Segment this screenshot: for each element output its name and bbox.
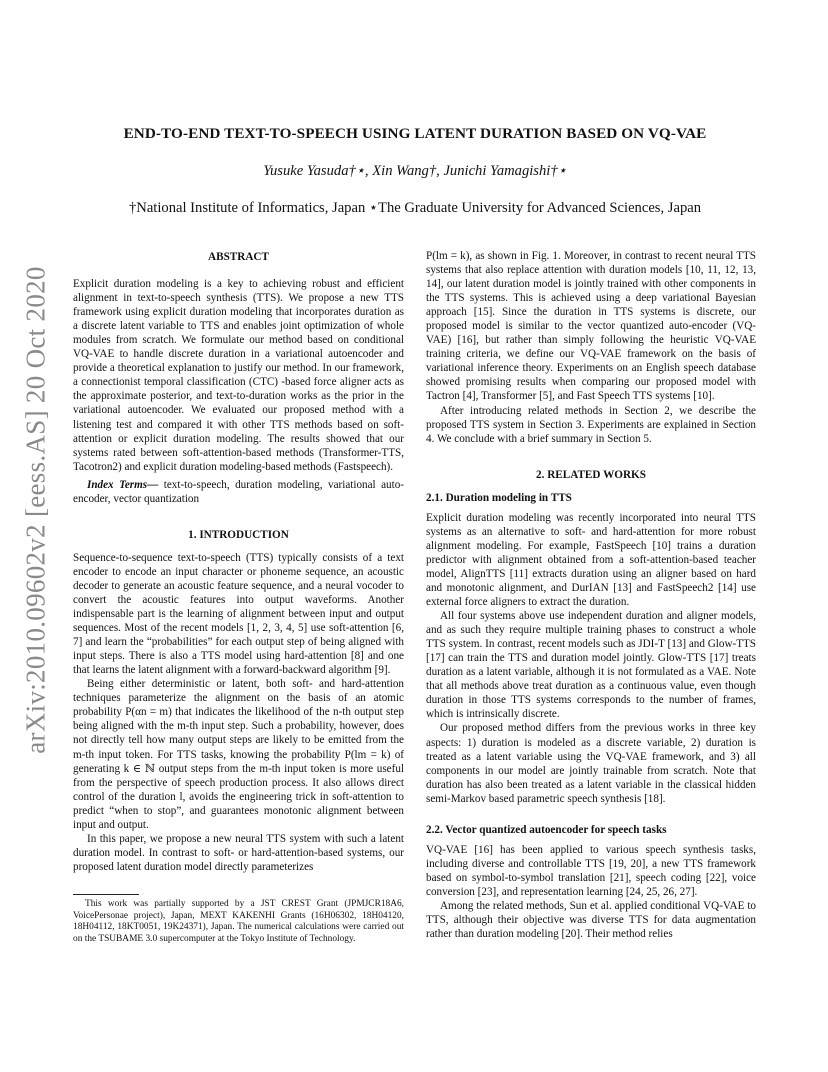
index-terms-label: Index Terms— xyxy=(87,478,159,491)
right-paragraph-1: P(lm = k), as shown in Fig. 1. Moreover, in contrast to recent neural TTS systems that also replace attention with duration models [10, 11, 12, 13, 14], our latent duration model is jointly trained with other components in the TTS systems. This is achieved using a deep variational Bayesian approach [15]. Since the duration in TTS systems is discrete, our proposed model is similar to the vector quantized auto-encoder (VQ-VAE) [16], but rather than simply following the heuristic VQ-VAE training criteria, we define our VQ-VAE framework on the basis of variational inference theory. Experiments on an English speech database showed promising results when comparing our proposed model with Tactron [4], Transformer [5], and Fast Speech TTS systems [10]. xyxy=(426,250,756,403)
abstract-heading: ABSTRACT xyxy=(208,251,269,263)
paper-authors: Yusuke Yasuda†⋆, Xin Wang†, Junichi Yamagishi†⋆ xyxy=(263,163,567,179)
subsection-2-2-heading: 2.2. Vector quantized autoencoder for speech tasks xyxy=(426,823,667,836)
paper-affiliations: †National Institute of Informatics, Japan ⋆The Graduate University for Advanced Sciences, Japan xyxy=(128,200,702,216)
right-paragraph-2: After introducing related methods in Section 2, we describe the proposed TTS system in Section 3. Experiments are explained in Section 4. We conclude with a brief summary in Section 5. xyxy=(426,404,756,445)
right-column xyxy=(426,249,756,941)
intro-paragraph-1: Sequence-to-sequence text-to-speech (TTS) typically consists of a text encoder to encode an input character or phoneme sequence, an acoustic decoder to generate an acoustic feature sequence, and a neural vocoder to convert the acoustic features into output waveforms. Another indispensable part is the learning of alignment between input and output sequences. Most of the recent models [1, 2, 3, 4, 5] use soft-attention [6, 7] and learn the “probabilities” for each output step of being aligned with input steps. There is also a TTS model using hard-attention [8] and one that learns the latent alignment with a forward-backward algorithm [9]. xyxy=(73,551,404,677)
related-paragraph-5: Among the related methods, Sun et al. applied conditional VQ-VAE to TTS, although their objective was diverse TTS for data augmentation rather than duration modeling [20]. Their method relies xyxy=(426,899,756,941)
subsection-2-1-heading: 2.1. Duration modeling in TTS xyxy=(426,491,572,504)
paper-title: END-TO-END TEXT-TO-SPEECH USING LATENT DURATION BASED ON VQ-VAE xyxy=(123,125,707,142)
related-paragraph-3: Our proposed method differs from the previous works in three key aspects: 1) duration is modeled as a discrete variable, 2) duration is treated as a latent variable using the VQ-VAE framework, and 3) all components in our model are jointly trainable from scratch. Note that duration has also been treated as a latent variable in the classical hidden semi-Markov based parametric speech synthesis [18]. xyxy=(426,722,756,805)
index-terms-text: text-to-speech, duration modeling, variational auto-encoder, vector quantization xyxy=(73,478,404,505)
intro-heading: 1. INTRODUCTION xyxy=(188,528,289,541)
left-column xyxy=(73,250,404,945)
intro-paragraph-3: In this paper, we propose a new neural TTS system with such a latent duration model. In contrast to soft- or hard-attention-based systems, our proposed latent duration model directly parameterizes xyxy=(73,832,404,873)
arxiv-watermark: arXiv:2010.09602v2 [eess.AS] 20 Oct 2020 xyxy=(20,266,51,754)
abstract-text: Explicit duration modeling is a key to achieving robust and efficient alignment in text-to-speech synthesis (TTS). We propose a new TTS framework using explicit duration modeling that incorporates duration as a discrete latent variable to TTS and enables joint optimization of whole modules from scratch. We formulate our method based on conditional VQ-VAE to handle discrete duration in a variational autoencoder and provide a theoretical explanation to justify our method. In our framework, a connectionist temporal classification (CTC) -based force aligner acts as the approximate posterior, and text-to-duration works as the prior in the variational autoencoder. We evaluated our proposed method with a listening test and compared it with other TTS methods based on soft-attention or explicit duration modeling. The results showed that our systems rated between soft-attention-based methods (Transformer-TTS, Tacotron2) and explicit duration modeling-based methods (Fastspeech). xyxy=(73,278,404,473)
intro-paragraph-2: Being either deterministic or latent, both soft- and hard-attention techniques parameterize the alignment on the basis of an atomic probability P(αn = m) that indicates the likelihood of the n-th output step being aligned with the m-th input step. Such a probability, however, does not directly tell how many output steps are likely to be emitted from the m-th input token. For TTS tasks, knowing the probability P(lm = k) of generating k ∈ ℕ output steps from the m-th input token is more useful from the perspective of speech production process. It also allows direct control of the duration l, avoids the engineering trick in soft-attention to predict “when to stop”, and guarantees monotonic alignment between input and output. xyxy=(73,678,404,831)
index-terms xyxy=(73,478,404,506)
related-paragraph-4: VQ-VAE [16] has been applied to various speech synthesis tasks, including diverse and controllable TTS [19, 20], a new TTS framework based on symbol-to-symbol translation [21], speech coding [22], voice conversion [23], and representation learning [24, 25, 26, 27]. xyxy=(426,843,756,898)
related-paragraph-1: Explicit duration modeling was recently incorporated into neural TTS systems as an alternative to soft- and hard-attention for more robust alignment modeling. For example, FastSpeech [10] trains a duration predictor with alignment obtained from a soft-attention-based teacher model, AlignTTS [11] extracts duration using an aligner based on hard and monotonic alignment, and DurIAN [13] and FastSpeech2 [14] use external force aligners to extract the duration. xyxy=(426,511,756,609)
related-paragraph-2: All four systems above use independent duration and aligner models, and as such they require multiple training phases to construct a whole TTS system. In contrast, recent models such as JDI-T [13] and Glow-TTS [17] can train the TTS and duration model jointly. Glow-TTS [17] treats duration as a latent variable, although it is not formulated as a VAE. Note that all methods above treat duration as a continuous value, even though duration in those TTS systems corresponds to the number of frames, which is intrinsically discrete. xyxy=(426,610,756,721)
footnote-rule xyxy=(73,894,139,895)
related-works-heading: 2. RELATED WORKS xyxy=(536,468,646,481)
footnote: This work was partially supported by a JST CREST Grant (JPMJCR18A6, VoicePersonae project), Japan, MEXT KAKENHI Grants (16H06302, 18H04120, 18H04112, 18KT0051, 19K24371), Japan. The numerical calculations were carried out on the TSUBAME 3.0 supercomputer at the Tokyo Institute of Technology. xyxy=(73,898,404,944)
